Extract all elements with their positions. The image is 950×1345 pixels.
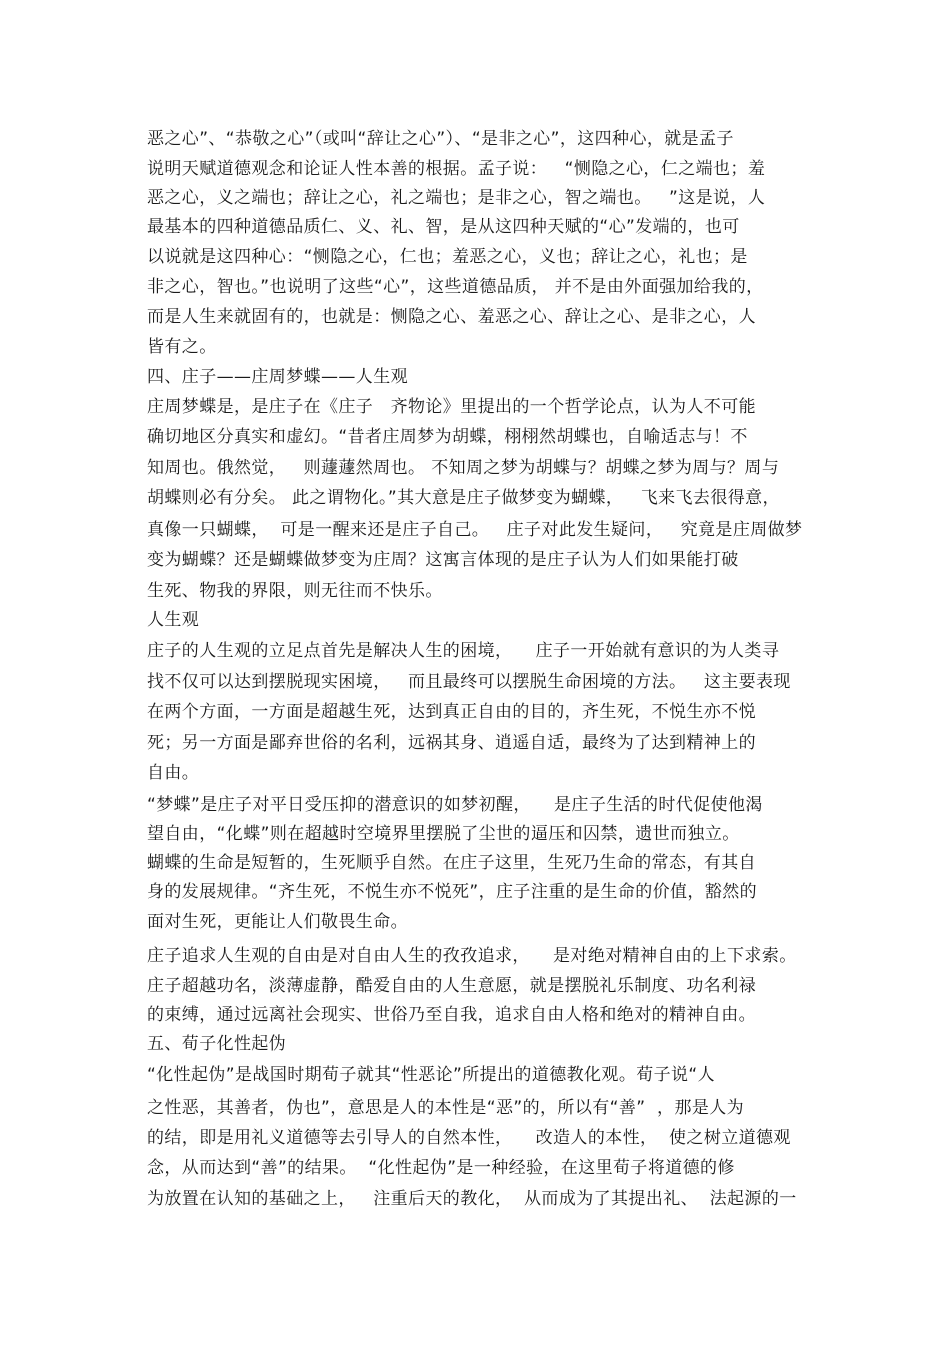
text-line: 而是人生来就固有的，也就是：恻隐之心、羞恶之心、辞让之心、是非之心，人 [147, 307, 756, 327]
text-line: 变为蝴蝶？还是蝴蝶做梦变为庄周？这寓言体现的是庄子认为人们如果能打破 [147, 550, 739, 570]
text-line: 之性恶，其善者，伪也”，意思是人的本性是“恶”的，所以有“善” ，那是人为 [147, 1098, 745, 1118]
section-heading: 人生观 [147, 610, 200, 630]
text-line: 自由。 [147, 763, 200, 783]
text-line: 念，从而达到“善”的结果。 “化性起伪”是一种经验，在这里荀子将道德的修 [147, 1158, 735, 1178]
text-line: 庄子超越功名，淡薄虚静，酷爱自由的人生意愿，就是摆脱礼乐制度、功名利禄 [147, 976, 756, 996]
text-line: 的结，即是用礼义道德等去引导人的自然本性， 改造人的本性， 使之树立道德观 [147, 1128, 791, 1148]
text-line: 庄周梦蝶是，是庄子在《庄子 齐物论》里提出的一个哲学论点，认为人不可能 [147, 397, 757, 417]
text-line: 非之心，智也。”也说明了这些“心”，这些道德品质， 并不是由外面强加给我的， [147, 277, 764, 297]
text-line: 真像一只蝴蝶， 可是一醒来还是庄子自己。 庄子对此发生疑问， 究竟是庄周做梦 [147, 520, 803, 540]
text-line: 恶之心，义之端也；辞让之心，礼之端也；是非之心，智之端也。 ”这是说，人 [147, 188, 766, 208]
text-line: 说明天赋道德观念和论证人性本善的根据。孟子说： “恻隐之心，仁之端也；羞 [147, 159, 766, 179]
text-line: 望自由，“化蝶”则在超越时空境界里摆脱了尘世的逼压和囚禁，遗世而独立。 [147, 824, 740, 844]
text-line: 以说就是这四种心：“恻隐之心，仁也；羞恶之心，义也；辞让之心，礼也；是 [147, 247, 748, 267]
text-line: 死；另一方面是鄙弃世俗的名利，远祸其身、逍遥自适，最终为了达到精神上的 [147, 733, 756, 753]
text-line: 确切地区分真实和虚幻。“昔者庄周梦为胡蝶，栩栩然胡蝶也，自喻适志与！不 [147, 427, 748, 447]
text-line: 为放置在认知的基础之上， 注重后天的教化， 从而成为了其提出礼、 法起源的一 [147, 1189, 797, 1209]
text-line: 的束缚，通过远离社会现实、世俗乃至自我，追求自由人格和绝对的精神自由。 [147, 1005, 756, 1025]
text-line: 在两个方面，一方面是超越生死，达到真正自由的目的，齐生死，不悦生亦不悦 [147, 702, 756, 722]
text-line: 蝴蝶的生命是短暂的，生死顺乎自然。在庄子这里，生死乃生命的常态，有其自 [147, 853, 756, 873]
section-heading: 四、庄子——庄周梦蝶——人生观 [147, 367, 408, 387]
text-line: 找不仅可以达到摆脱现实困境， 而且最终可以摆脱生命困境的方法。 这主要表现 [147, 672, 791, 692]
text-line: 身的发展规律。“齐生死，不悦生亦不悦死”，庄子注重的是生命的价值，豁然的 [147, 882, 758, 902]
text-line: 面对生死，更能让人们敬畏生命。 [147, 912, 408, 932]
text-line: 胡蝶则必有分矣。 此之谓物化。”其大意是庄子做梦变为蝴蝶， 飞来飞去很得意， [147, 488, 780, 508]
text-line: 庄子的人生观的立足点首先是解决人生的困境， 庄子一开始就有意识的为人类寻 [147, 641, 780, 661]
text-line: 皆有之。 [147, 337, 217, 357]
text-line: “梦蝶”是庄子对平日受压抑的潜意识的如梦初醒， 是庄子生活的时代促使他渴 [147, 795, 763, 815]
text-line: 知周也。俄然觉， 则蘧蘧然周也。 不知周之梦为胡蝶与？胡蝶之梦为周与？周与 [147, 458, 780, 478]
section-heading: 五、荀子化性起伪 [147, 1034, 287, 1054]
text-line: 庄子追求人生观的自由是对自由人生的孜孜追求， 是对绝对精神自由的上下求索。 [147, 946, 797, 966]
text-line: “化性起伪”是战国时期荀子就其“性恶论”所提出的道德教化观。荀子说“人 [147, 1065, 716, 1085]
text-line: 最基本的四种道德品质仁、义、礼、智，是从这四种天赋的“心”发端的，也可 [147, 217, 740, 237]
text-line: 恶之心”、“恭敬之心”（或叫“辞让之心”）、“是非之心”，这四种心，就是孟子 [147, 129, 734, 149]
text-line: 生死、物我的界限，则无往而不快乐。 [147, 581, 443, 601]
